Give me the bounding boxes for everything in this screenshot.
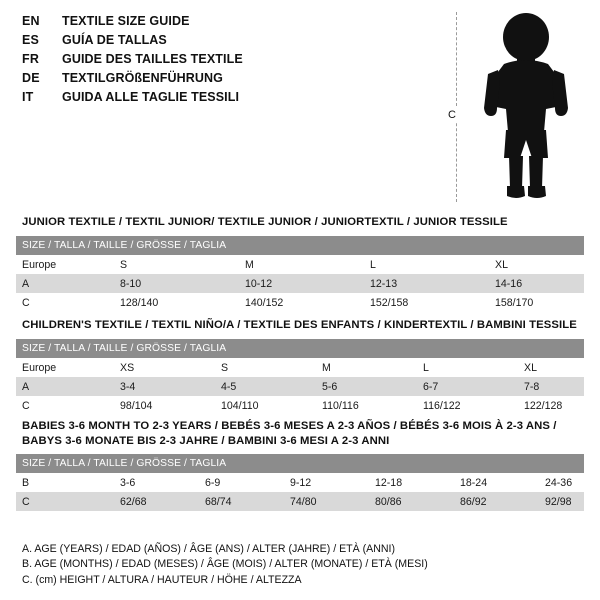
legend-line-b: B. AGE (MONTHS) / EDAD (MESES) / ÂGE (MOIS) / ALTER (MONATE) / ETÀ (MESI): [22, 558, 428, 570]
cell: S: [215, 358, 316, 377]
table-header-label: SIZE / TALLA / TAILLE / GRÖSSE / TAGLIA: [16, 454, 584, 473]
cell: 12-18: [369, 473, 454, 492]
row-label: Europe: [16, 358, 114, 377]
table-header-label: SIZE / TALLA / TAILLE / GRÖSSE / TAGLIA: [16, 339, 584, 358]
language-row: [22, 90, 442, 109]
table-header-row: [16, 339, 584, 358]
section-title-children: CHILDREN'S TEXTILE / TEXTIL NIÑO/A / TEXTILE DES ENFANTS / KINDERTEXTIL / BAMBINI TESSILE: [22, 319, 577, 331]
cell: 4-5: [215, 377, 316, 396]
cell: 86/92: [454, 492, 539, 511]
cell: 158/170: [489, 293, 584, 312]
cell: 128/140: [114, 293, 239, 312]
language-title: GUIDE DES TAILLES TEXTILE: [62, 52, 243, 66]
table-row: [16, 274, 584, 293]
cell: 8-10: [114, 274, 239, 293]
cell: 74/80: [284, 492, 369, 511]
cell: 104/110: [215, 396, 316, 415]
cell: 92/98: [539, 492, 584, 511]
cell: 10-12: [239, 274, 364, 293]
row-label: C: [16, 396, 114, 415]
table-row: [16, 396, 584, 415]
table-header-row: [16, 236, 584, 255]
cell: M: [316, 358, 417, 377]
language-title: TEXTILE SIZE GUIDE: [62, 14, 190, 28]
babies-size-table: [16, 454, 584, 511]
cell: L: [364, 255, 489, 274]
language-code: DE: [22, 71, 40, 85]
cell: 3-6: [114, 473, 199, 492]
language-code: FR: [22, 52, 40, 66]
section-title-junior: JUNIOR TEXTILE / TEXTIL JUNIOR/ TEXTILE JUNIOR / JUNIORTEXTIL / JUNIOR TESSILE: [22, 216, 508, 228]
cell: 80/86: [369, 492, 454, 511]
table-header-label: SIZE / TALLA / TAILLE / GRÖSSE / TAGLIA: [16, 236, 584, 255]
cell: 140/152: [239, 293, 364, 312]
cell: 68/74: [199, 492, 284, 511]
cell: 9-12: [284, 473, 369, 492]
legend-block: [22, 542, 582, 589]
cell: L: [417, 358, 518, 377]
row-label: A: [16, 274, 114, 293]
cell: S: [114, 255, 239, 274]
legend-line-a: A. AGE (YEARS) / EDAD (AÑOS) / ÂGE (ANS) / ALTER (JAHRE) / ETÀ (ANNI): [22, 542, 395, 555]
cell: 14-16: [489, 274, 584, 293]
cell: 6-9: [199, 473, 284, 492]
cell: 6-7: [417, 377, 518, 396]
table-header-row: [16, 454, 584, 473]
language-row: [22, 33, 442, 52]
cell: XL: [518, 358, 584, 377]
cell: XS: [114, 358, 215, 377]
table-row: [16, 293, 584, 312]
cell: 24-36: [539, 473, 584, 492]
cell: 122/128: [518, 396, 584, 415]
children-size-table: [16, 339, 584, 415]
cell: M: [239, 255, 364, 274]
row-label: B: [16, 473, 114, 492]
language-title: GUIDA ALLE TAGLIE TESSILI: [62, 90, 240, 104]
language-title: TEXTILGRÖßENFÜHRUNG: [62, 71, 223, 85]
table-row: [16, 473, 584, 492]
language-code: IT: [22, 90, 34, 104]
table-row: [16, 255, 584, 274]
height-guide-line: [456, 12, 457, 202]
language-code: EN: [22, 14, 40, 28]
junior-size-table: [16, 236, 584, 312]
language-row: [22, 52, 442, 71]
cell: XL: [489, 255, 584, 274]
language-title-block: [22, 14, 442, 109]
row-label: C: [16, 492, 114, 511]
language-code: ES: [22, 33, 40, 47]
language-title: GUÍA DE TALLAS: [62, 33, 167, 47]
cell: 116/122: [417, 396, 518, 415]
cell: 152/158: [364, 293, 489, 312]
language-row: [22, 71, 442, 90]
table-row: [16, 358, 584, 377]
toddler-silhouette-icon: [476, 12, 576, 202]
cell: 5-6: [316, 377, 417, 396]
section-title-babies: BABIES 3-6 MONTH TO 2-3 YEARS / BEBÉS 3-6 MESES A 2-3 AÑOS / BÉBÉS 3-6 MOIS À 2-3 ANS / BABYS 3-6 MONATE BIS 2-3 JAHRE / BAMBINI 3-6 MESI A 2-3 ANNI: [22, 420, 557, 447]
cell: 7-8: [518, 377, 584, 396]
measurement-figure: [438, 8, 578, 208]
table-row: [16, 377, 584, 396]
cell: 3-4: [114, 377, 215, 396]
row-label: Europe: [16, 255, 114, 274]
language-row: [22, 14, 442, 33]
cell: 110/116: [316, 396, 417, 415]
cell: 18-24: [454, 473, 539, 492]
cell: 98/104: [114, 396, 215, 415]
cell: 62/68: [114, 492, 199, 511]
cell: 12-13: [364, 274, 489, 293]
figure-measure-label: C: [448, 109, 456, 121]
row-label: C: [16, 293, 114, 312]
table-row: [16, 492, 584, 511]
legend-line-c: C. (cm) HEIGHT / ALTURA / HAUTEUR / HÖHE / ALTEZZA: [22, 573, 302, 586]
row-label: A: [16, 377, 114, 396]
